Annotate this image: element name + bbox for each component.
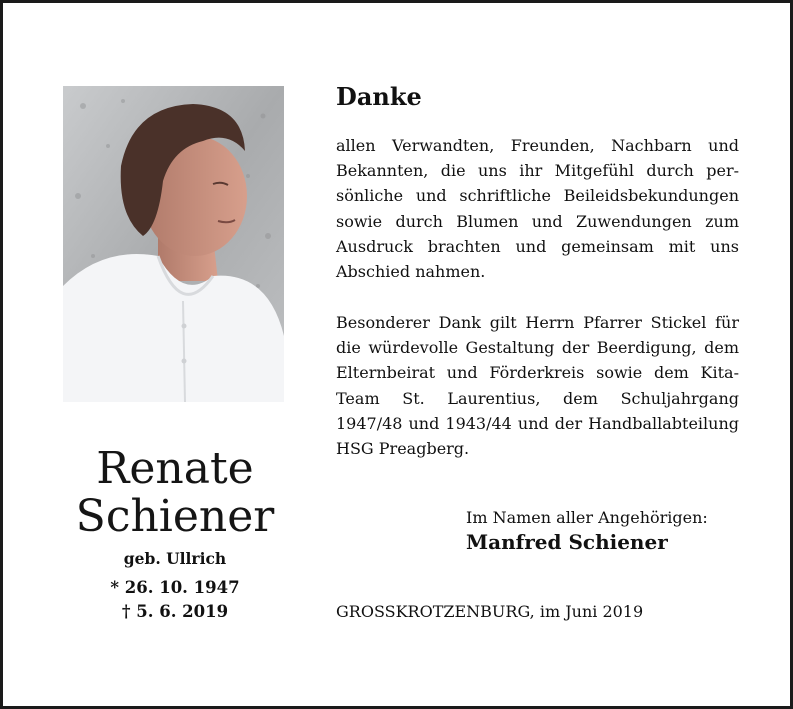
place-and-date: GROSSKROTZENBURG, im Juni 2019 — [336, 602, 644, 621]
portrait-photo — [63, 86, 284, 402]
thank-you-heading: Danke — [336, 82, 422, 111]
deceased-last-name: Schiener — [75, 491, 275, 542]
signature-name: Manfred Schiener — [466, 530, 668, 554]
thanks-paragraph-1: allen Verwandten, Freunden, Nachbarn und Bekannten, die uns ihr Mitgefühl durch persönliche und schriftliche Beileidsbekundungen sowie durch Blumen und Zuwendungen zum Ausdruck brachten und gemeinsam mit uns Abschied nahmen. — [336, 136, 739, 282]
signature-label: Im Namen aller Angehörigen: — [466, 508, 708, 527]
thanks-paragraph-2: Besonderer Dank gilt Herrn Pfarrer Stickel für die würdevolle Gestaltung der Beerdigung, dem Elternbeirat und Förderkreis sowie dem Kita-Team St. Laurentius, dem Schuljahrgang 1947/48 und 1943/44 und der Handballabteilung HSG Preagberg. — [336, 313, 739, 459]
birth-date: * 26. 10. 1947 — [110, 578, 240, 597]
maiden-name: geb. Ullrich — [123, 549, 227, 568]
death-date: † 5. 6. 2019 — [121, 602, 229, 621]
deceased-first-name: Renate — [96, 443, 254, 494]
